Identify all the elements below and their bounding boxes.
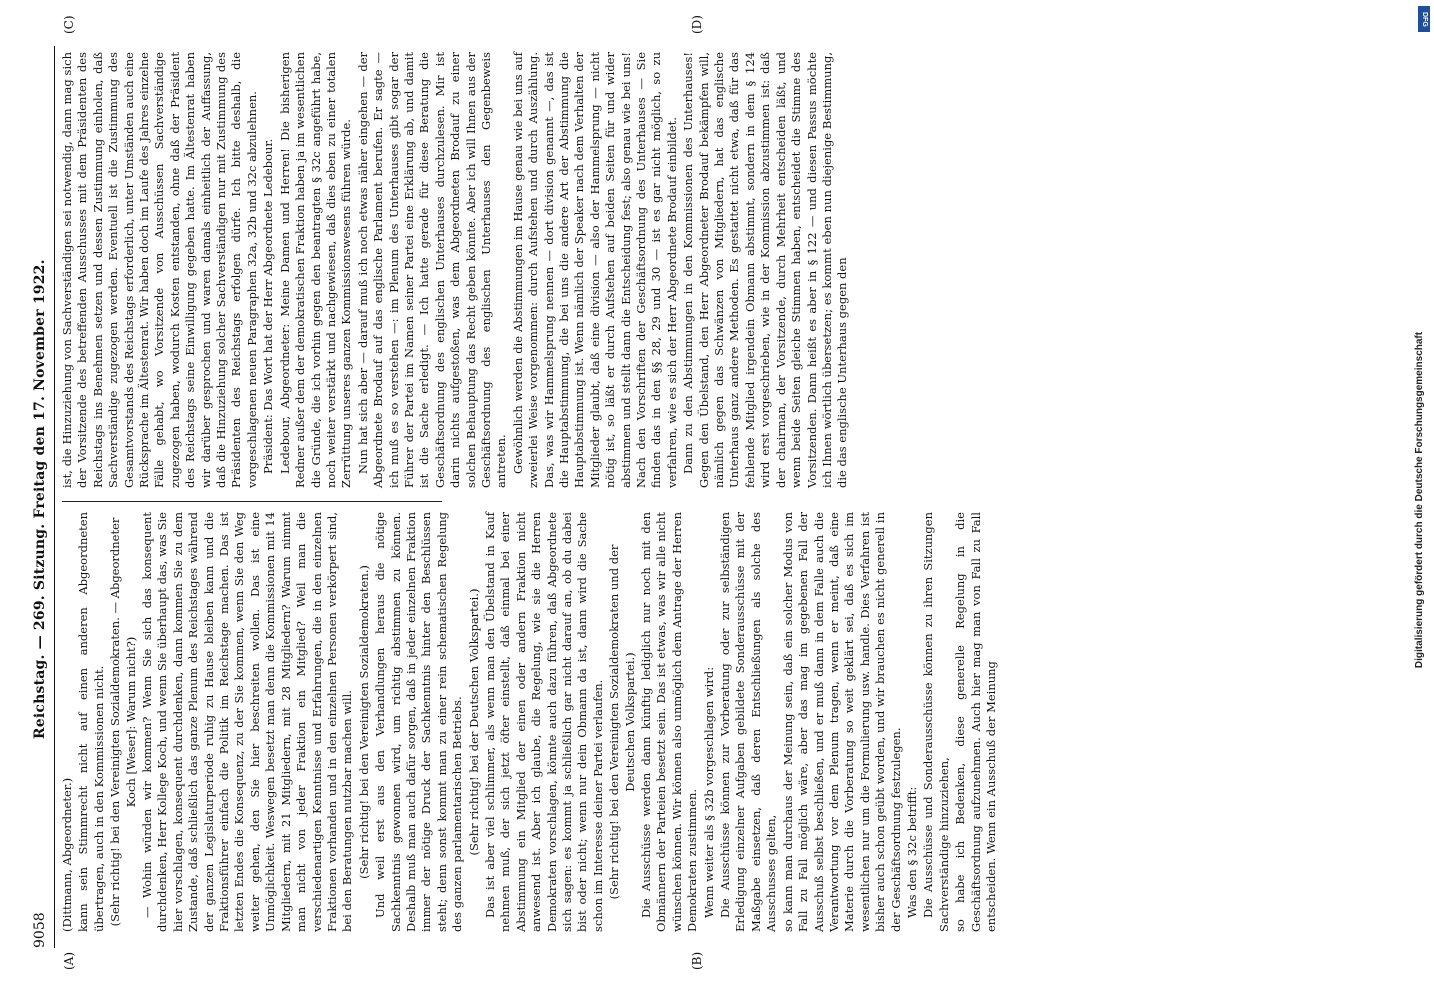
- quoted-rule: Die Ausschüsse und Sonderausschüsse können zu ihren Sitzungen Sachverständige hinzuziehen,: [921, 512, 951, 932]
- margin-letter-d: (D): [690, 15, 704, 34]
- quoted-rule: Die Ausschüsse können zur Vorberatung oder zur selbständigen Erledigung einzelner Aufgaben gebildete Sonderausschüsse mit der Maßgabe einsetzen, daß deren Entschließungen als solche des Ausschusses gelten,: [718, 512, 779, 932]
- paragraph: — Wohin würden wir kommen? Wenn Sie sich das konsequent durchdenken, Herr Kollege Koch, und wenn Sie überhaupt das, was Sie hier vorschlagen, konsequent durchdenken, dann kommen Sie zu dem Zustande, daß schließlich das ganze Plenum des Reichstages während der ganzen Legislaturperiode ruhig zu Hause bleiben kann und die Fraktionsführer einfach die Politik im Reichstage machen. Das ist letzten Endes die Konsequenz, zu der Sie kommen, wenn Sie den Weg weiter gehen, den Sie hier beschreiten wollen. Das ist eine Unmöglichkeit. Weswegen besetzt man denn die Kommissionen mit 14 Mitgliedern, mit 21 Mitgliedern, mit 28 Mitgliedern? Warum nimmt man nicht von jeder Fraktion ein Mitglied? Weil man die verschiedenartigen Kenntnisse und Erfahrungen, die in den einzelnen Fraktionen vorhanden und in den einzelnen Personen verkörpert sind, bei den Beratungen nutzbar machen will.: [140, 512, 355, 932]
- paragraph: Und weil erst aus den Verhandlungen heraus die nötige Sachkenntnis gewonnen wird, um richtig abstimmen zu können. Deshalb muß man auch dafür sorgen, daß in jeder einzelnen Fraktion immer der nötige Druck der Sachkenntnis hinter den Beschlüssen steht; denn sonst kommt man zu einer rein schematischen Regelung des ganzen parlamentarischen Betriebs.: [373, 512, 465, 932]
- paragraph: Wenn weiter als § 32b vorgeschlagen wird:: [701, 666, 716, 918]
- digitization-strip: [1412, 0, 1434, 1000]
- page-number: 9058: [32, 912, 48, 948]
- interjection: (Sehr richtig! bei der Deutschen Volkspartei.): [466, 588, 481, 856]
- paragraph: Dann zu den Abstimmungen in den Kommissionen des Unterhauses! Gegen den Übelstand, den Herr Abgeordneter Brodauf bekämpfen will, nämlich gegen das Schwänzen von Mitgliedern, hat das englische Unterhaus ganz andere Methoden. Es gestattet nicht etwa, daß für das fehlende Mitglied irgendein Obmann abstimmt, sondern in dem § 124 wird erst vorgeschrieben, wie in der Kommission abzustimmen ist: daß der chairman, der Vorsitzende, durch Mehrheit entscheiden läßt, und wenn beide Seiten gleiche Stimmen haben, entscheidet die Stimme des Vorsitzenden. Dann heißt es aber in § 122 — und diesen Passus möchte ich Ihnen wörtlich übersetzen; es kommt eben nun diejenige Bestimmung, die das englische Unterhaus gegen den: [681, 52, 850, 488]
- dfg-logo: DFG: [1418, 6, 1430, 32]
- column-separator: [62, 501, 442, 502]
- left-column: [60, 512, 998, 932]
- header-rule: [54, 46, 55, 948]
- paragraph: Das ist aber viel schlimmer, als wenn man den Übelstand in Kauf nehmen muß, der sich jetzt öfter einstellt, daß einmal bei einer Abstimmung ein Mitglied der einen oder andern Fraktion nicht anwesend ist. Aber ich glaube, die Regelung, wie sie die Herren Demokraten vorschlagen, könnte auch dazu führen, daß Abgeordnete sich sagen: es kommt ja schließlich gar nicht darauf an, ob du dabei bist oder nicht; wenn nur dein Obmann da ist, dann wird die Sache schon im Interesse deiner Partei verlaufen.: [482, 512, 605, 932]
- paragraph: so habe ich Bedenken, diese generelle Regelung in die Geschäftsordnung aufzunehmen. Auch hier mag man von Fall zu Fall entscheiden. Wenn ein Ausschuß der Meinung: [953, 512, 998, 932]
- paragraph: Was den § 32c betrifft:: [904, 786, 919, 918]
- paragraph: kann sein Stimmrecht nicht auf einen anderen Abgeordneten übertragen, auch in den Kommissionen nicht.: [76, 512, 106, 932]
- interjection: (Sehr richtig! bei den Vereinigten Sozialdemokraten. — Abgeordneter Koch [Weser]: Warum nicht?): [108, 517, 138, 927]
- page-title: Reichstag. — 269. Sitzung. Freitag den 17. November 1922.: [32, 259, 48, 740]
- interjection: (Sehr richtig! bei den Vereinigten Sozialdemokraten und der Deutschen Volkspartei.): [607, 544, 637, 900]
- interjection: (Sehr richtig! bei den Vereinigten Sozialdemokraten.): [356, 565, 371, 879]
- paragraph: Gewöhnlich werden die Abstimmungen im Hause genau wie bei uns auf zweierlei Weise vorgenommen: durch Aufstehen und durch Auszählung. Das, was wir Hammelsprung nennen — dort division genannt —, das ist die Hauptabstimmung, die bei uns die andere Art der Abstimmung die Hauptabstimmung ist. Wenn nämlich der Speaker nach dem Verhalten der Mitglieder glaubt, daß eine division — also der Hammelsprung — nicht nötig ist, so läßt er durch Aufstehen auf beiden Seiten für und wider abstimmen und stellt dann die Entscheidung fest; also genau wie bei uns! Nach den Vorschriften der Geschäftsordnung des Unterhauses — Sie finden das in den §§ 28, 29 und 30 — ist es gar nicht möglich, so zu verfahren, wie es sich der Herr Abgeordnete Brodauf einbildet.: [510, 52, 679, 488]
- margin-letter-b: (B): [690, 951, 704, 970]
- president-line: Präsident: Das Wort hat der Herr Abgeordnete Ledebour.: [261, 138, 276, 474]
- margin-letter-a: (A): [62, 951, 76, 970]
- right-column: [60, 52, 850, 488]
- paragraph: Ledebour, Abgeordneter: Meine Damen und Herren! Die bisherigen Redner außer dem der demokratischen Fraktion haben ja im wesentlichen die Gründe, die ich vorhin gegen den beantragten § 32c angeführt habe, noch weiter verstärkt und nachgewiesen, daß dies eben zu einer totalen Zerrüttung unseres ganzen Kommissionswesens führen würde.: [277, 52, 354, 488]
- paragraph: ist, die Hinzuziehung von Sachverständigen sei notwendig, dann mag sich der Vorsitzende des betreffenden Ausschusses mit dem Präsidenten des Reichstags ins Benehmen setzen und dessen Zustimmung einholen, daß Sachverständige zugezogen werden. Eventuell ist die Zustimmung des Gesamtvorstands des Reichstags erforderlich, unter Umständen auch eine Rücksprache im Ältestenrat. Wir haben doch im Laufe des Jahres einzelne Fälle gehabt, wo Vorsitzende von Ausschüssen Sachverständige zugezogen haben, wodurch Kosten entstanden, ohne daß der Präsident des Reichstags seine Einwilligung gegeben hatte. Im Ältestenrat haben wir darüber gesprochen und waren damals einheitlich der Auffassung, daß die Hinzuziehung solcher Sachverständigen nur mit Zustimmung des Präsidenten des Reichstags erfolgen dürfe. Ich bitte deshalb, die vorgeschlagenen neuen Paragraphen 32a, 32b und 32c abzulehnen.: [60, 52, 259, 488]
- page-header: [30, 46, 50, 948]
- speaker-note: (Dittmann, Abgeordneter.): [60, 777, 74, 932]
- paragraph: Nun hat sich aber — darauf muß ich noch etwas näher eingehen — der Abgeordnete Brodauf auf das englische Parlament berufen. Er sagte — ich muß es so verstehen —: im Plenum des Unterhauses gibt sogar der Führer der Partei im Namen seiner Partei eine Erklärung ab, und damit ist die Sache erledigt. — Ich hatte gerade für diese Beratung die Geschäftsordnung des englischen Unterhauses durchzulesen. Mir ist darin nichts aufgestoßen, was dem Abgeordneten Brodauf zu einer solchen Behauptung das Recht geben könnte. Aber ich will Ihnen aus der Geschäftsordnung des englischen Unterhauses den Gegenbeweis antreten.: [355, 52, 509, 488]
- paragraph: so kann man durchaus der Meinung sein, daß ein solcher Modus von Fall zu Fall möglich wäre, aber das mag im gegebenen Fall der Ausschuß selbst beschließen, und er muß dann in dem Falle auch die Verantwortung vor dem Plenum tragen, wenn er meint, daß eine Materie durch die Vorberatung so weit geklärt sei, daß es sich im wesentlichen nur um die Formulierung usw. handle. Dies Verfahren ist bisher auch schon geübt worden, und wir brauchen es nicht generell in der Geschäftsordnung festzulegen.: [780, 512, 903, 932]
- digitization-note: Digitalisierung gefördert durch die Deutsche Forschungsgemeinschaft: [1414, 331, 1425, 669]
- margin-letter-c: (C): [62, 15, 76, 34]
- paragraph: Die Ausschüsse werden dann künftig lediglich nur noch mit den Obmännern der Parteien besetzt sein. Das ist etwas, was wir alle nicht wünschen können. Wir können also unmöglich dem Antrage der Herren Demokraten zustimmen.: [639, 512, 700, 932]
